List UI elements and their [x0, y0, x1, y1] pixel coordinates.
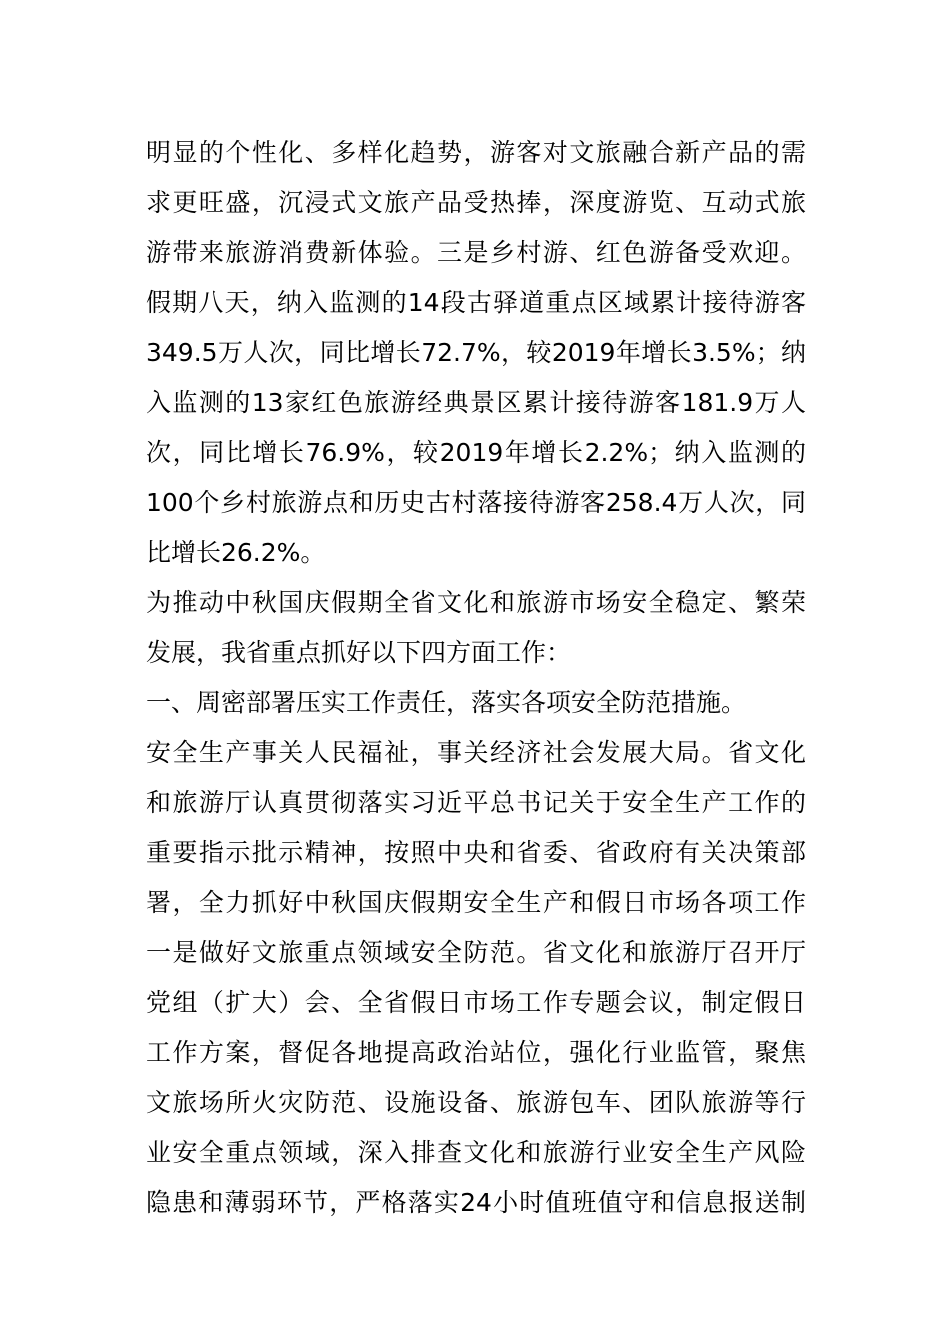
text-line: 文旅场所火灾防范、设施设备、旅游包车、团队旅游等行	[146, 1088, 806, 1117]
text-line: 入监测的13家红色旅游经典景区累计接待游客181.9万人	[146, 388, 806, 417]
text-line: 假期八天，纳入监测的14段古驿道重点区域累计接待游客	[146, 288, 806, 317]
text-line: 游带来旅游消费新体验。三是乡村游、红色游备受欢迎。	[146, 238, 806, 267]
text-line: 发展，我省重点抓好以下四方面工作：	[146, 638, 572, 667]
text-line: 和旅游厅认真贯彻落实习近平总书记关于安全生产工作的	[146, 788, 806, 817]
text-line: 明显的个性化、多样化趋势，游客对文旅融合新产品的需	[146, 138, 806, 167]
text-line: 隐患和薄弱环节，严格落实24小时值班值守和信息报送制	[146, 1188, 806, 1217]
text-line: 署，全力抓好中秋国庆假期安全生产和假日市场各项工作	[146, 888, 806, 917]
text-line: 349.5万人次，同比增长72.7%，较2019年增长3.5%；纳	[146, 338, 806, 367]
text-line: 为推动中秋国庆假期全省文化和旅游市场安全稳定、繁荣	[146, 588, 806, 617]
section-heading: 一、周密部署压实工作责任，落实各项安全防范措施。	[146, 688, 747, 717]
text-line: 工作方案，督促各地提高政治站位，强化行业监管，聚焦	[146, 1038, 806, 1067]
text-line: 次，同比增长76.9%，较2019年增长2.2%；纳入监测的	[146, 438, 806, 467]
text-line: 100个乡村旅游点和历史古村落接待游客258.4万人次，同	[146, 488, 806, 517]
text-line: 比增长26.2%。	[146, 538, 326, 567]
text-line: 党组（扩大）会、全省假日市场工作专题会议，制定假日	[146, 988, 806, 1017]
text-line: 安全生产事关人民福祉，事关经济社会发展大局。省文化	[146, 738, 806, 767]
text-line: 重要指示批示精神，按照中央和省委、省政府有关决策部	[146, 838, 806, 867]
text-line: 一是做好文旅重点领域安全防范。省文化和旅游厅召开厅	[146, 938, 806, 967]
text-line: 求更旺盛，沉浸式文旅产品受热捧，深度游览、互动式旅	[146, 188, 806, 217]
text-line: 业安全重点领域，深入排查文化和旅游行业安全生产风险	[146, 1138, 806, 1167]
